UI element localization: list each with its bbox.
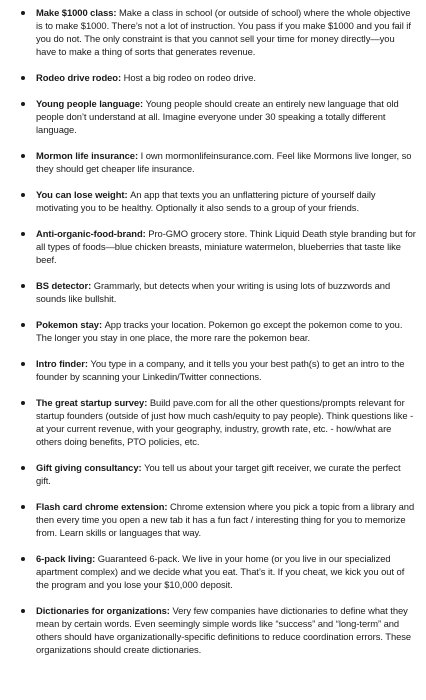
list-item (14, 318, 416, 344)
idea-description: You tell us about your target gift receiver, we curate the perfect gift. (36, 462, 401, 486)
idea-description: You type in a company, and it tells you your best path(s) to get an intro to the founder by scanning your Linkedin/Twitter connections. (36, 358, 405, 382)
idea-description: I own mormonlifeinsurance.com. Feel like Mormons live longer, so they should get cheaper life insurance. (36, 150, 412, 174)
bullet-icon (21, 102, 25, 106)
bullet-icon (21, 505, 25, 509)
idea-title: Anti-organic-food-brand: (36, 228, 149, 239)
bullet-icon (21, 401, 25, 405)
bullet-icon (21, 154, 25, 158)
bullet-icon (21, 609, 25, 613)
list-item (14, 500, 416, 539)
list-item (14, 552, 416, 591)
idea-description: Very few companies have dictionaries to define what they mean by certain words. Even seemingly simple words like “success” and “long-term” and others should have organizationally-specific definitions to reduce coordination errors. These organizations should create dictionaries. (36, 605, 412, 655)
idea-title: The great startup survey: (36, 397, 150, 408)
bullet-icon (21, 284, 25, 288)
idea-description: Guaranteed 6-pack. We live in your home (or you live in our specialized apartment complex) and we decide what you eat. That’s it. If you cheat, we kick you out of the program and you lose your $10,000 deposit. (36, 553, 405, 590)
idea-title: Mormon life insurance: (36, 150, 141, 161)
idea-title: You can lose weight: (36, 189, 131, 200)
idea-title: 6-pack living: (36, 553, 98, 564)
idea-description: Host a big rodeo on rodeo drive. (123, 72, 256, 83)
bullet-icon (21, 76, 25, 80)
bullet-icon (21, 193, 25, 197)
list-item (14, 6, 416, 58)
idea-title: Intro finder: (36, 358, 91, 369)
list-item (14, 188, 416, 214)
list-item (14, 97, 416, 136)
list-item (14, 396, 416, 448)
bullet-icon (21, 362, 25, 366)
list-item (14, 604, 416, 656)
idea-list (14, 6, 416, 656)
bullet-icon (21, 323, 25, 327)
idea-title: Make $1000 class: (36, 7, 120, 18)
idea-title: Rodeo drive rodeo: (36, 72, 124, 83)
bullet-icon (21, 557, 25, 561)
idea-title: Gift giving consultancy: (36, 462, 145, 473)
idea-description: An app that texts you an unflattering picture of yourself daily motivating you to be healthy. Optionally it also sends to a group of your friends. (36, 189, 376, 213)
idea-description: Build pave.com for all the other questions/prompts relevant for startup founders (outside of just how much cash/equity to pay people). Think questions like - at your current revenue, with your geography, industry, growth rate, etc. - how/what are others doing benefits, PTO policies, etc. (36, 397, 414, 447)
list-item (14, 357, 416, 383)
idea-description: Chrome extension where you pick a topic from a library and then every time you open a new tab it has a fun fact / interesting thing for you to memorize from. Learn skills or languages that way. (36, 501, 415, 538)
idea-title: Flash card chrome extension: (36, 501, 171, 512)
list-item (14, 71, 416, 84)
idea-title: Young people language: (36, 98, 146, 109)
idea-title: Dictionaries for organizations: (36, 605, 173, 616)
idea-description: Pro-GMO grocery store. Think Liquid Death style branding but for all types of foods—blue chicken breasts, miniature watermelon, blueberries that taste like beef. (36, 228, 416, 265)
idea-description: App tracks your location. Pokemon go except the pokemon come to you. The longer you stay in one place, the more rare the pokemon bear. (36, 319, 403, 343)
idea-description: Make a class in school (or outside of school) where the whole objective is to make $1000. There’s not a lot of instruction. You pass if you make $1000 and you fail if you do not. The only constraint is that you cannot sell your time for money directly—you have to make a thing of sorts that generates revenue. (36, 7, 411, 57)
bullet-icon (21, 11, 25, 15)
list-item (14, 227, 416, 266)
idea-title: BS detector: (36, 280, 94, 291)
bullet-icon (21, 232, 25, 236)
list-item (14, 461, 416, 487)
bullet-icon (21, 466, 25, 470)
idea-title: Pokemon stay: (36, 319, 105, 330)
list-item (14, 279, 416, 305)
idea-description: Grammarly, but detects when your writing is using lots of buzzwords and sounds like bullshit. (36, 280, 391, 304)
idea-description: Young people should create an entirely new language that old people don’t understand at all. Imagine everyone under 30 speaking a totally different language. (36, 98, 399, 135)
list-item (14, 149, 416, 175)
